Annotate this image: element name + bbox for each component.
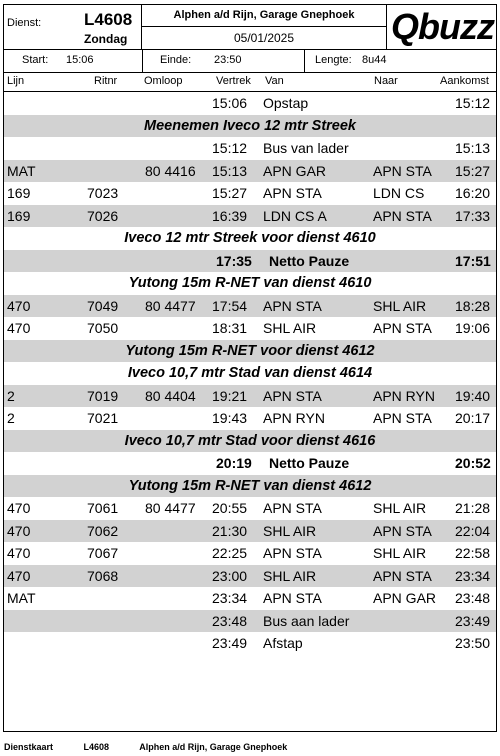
trip-row bbox=[4, 182, 496, 205]
col-vertrek: Vertrek bbox=[216, 75, 251, 87]
schedule-rows bbox=[4, 92, 496, 655]
row-omloop: 80 4477 bbox=[145, 297, 196, 314]
row-naar: SHL AIR bbox=[373, 500, 427, 516]
row-omloop: 80 4404 bbox=[145, 387, 196, 404]
footer-location: Alphen a/d Rijn, Garage Gnephoek bbox=[139, 742, 288, 752]
row-lijn: 470 bbox=[7, 500, 31, 516]
trip-row bbox=[4, 610, 496, 633]
row-van: LDN CS A bbox=[263, 207, 327, 224]
row-van: APN RYN bbox=[263, 410, 325, 426]
row-aankomst: 23:48 bbox=[455, 590, 491, 606]
trip-row bbox=[4, 520, 496, 543]
row-van: Bus aan lader bbox=[263, 612, 350, 629]
row-vertrek: 23:48 bbox=[212, 612, 248, 629]
row-van: SHL AIR bbox=[263, 567, 317, 584]
row-van: APN STA bbox=[263, 185, 322, 201]
section-title: Iveco 12 mtr Streek voor dienst 4610 bbox=[124, 230, 376, 246]
row-vertrek: 16:39 bbox=[212, 207, 248, 224]
dienst-label: Dienst: bbox=[7, 17, 42, 29]
row-naar: SHL AIR bbox=[373, 545, 427, 561]
trip-row bbox=[4, 497, 496, 520]
col-aankomst: Aankomst bbox=[440, 75, 489, 87]
row-lijn: MAT bbox=[7, 162, 36, 179]
col-lijn: Lijn bbox=[7, 75, 25, 87]
row-ritnr: 7067 bbox=[87, 545, 119, 561]
row-aankomst: 18:28 bbox=[455, 297, 491, 314]
row-naar: SHL AIR bbox=[373, 297, 427, 314]
row-lijn: 169 bbox=[7, 207, 31, 224]
section-row bbox=[4, 475, 496, 498]
row-ritnr: 7049 bbox=[87, 297, 119, 314]
pause-end: 17:51 bbox=[455, 252, 491, 269]
length-label: Lengte: bbox=[315, 54, 352, 66]
dienst-cell bbox=[4, 5, 142, 49]
pause-start: 20:19 bbox=[216, 455, 252, 471]
row-lijn: 470 bbox=[7, 545, 31, 561]
section-title: Iveco 10,7 mtr Stad van dienst 4614 bbox=[127, 365, 373, 381]
row-vertrek: 15:12 bbox=[212, 140, 248, 156]
col-naar: Naar bbox=[374, 75, 398, 87]
row-aankomst: 20:17 bbox=[455, 410, 491, 426]
section-row bbox=[4, 340, 496, 363]
row-aankomst: 23:49 bbox=[455, 612, 491, 629]
row-lijn: 169 bbox=[7, 185, 31, 201]
row-vertrek: 15:13 bbox=[212, 162, 248, 179]
end-label: Einde: bbox=[160, 54, 192, 66]
row-van: APN STA bbox=[263, 590, 322, 606]
row-van: APN STA bbox=[263, 297, 322, 314]
row-vertrek: 23:34 bbox=[212, 590, 248, 606]
section-title: Yutong 15m R-NET van dienst 4612 bbox=[128, 477, 372, 494]
row-ritnr: 7062 bbox=[87, 522, 119, 539]
section-row bbox=[4, 272, 496, 295]
row-aankomst: 21:28 bbox=[455, 500, 491, 516]
row-van: APN STA bbox=[263, 545, 322, 561]
row-vertrek: 15:27 bbox=[212, 185, 248, 201]
row-aankomst: 17:33 bbox=[455, 207, 491, 224]
row-ritnr: 7021 bbox=[87, 410, 119, 426]
header-top bbox=[4, 5, 496, 50]
length-value: 8u44 bbox=[362, 54, 387, 66]
row-van: SHL AIR bbox=[263, 522, 317, 539]
section-title: Meenemen Iveco 12 mtr Streek bbox=[144, 117, 356, 134]
row-naar: APN STA bbox=[373, 567, 432, 584]
col-omloop: Omloop bbox=[144, 75, 183, 87]
location-cell bbox=[142, 5, 387, 49]
row-naar: APN STA bbox=[373, 410, 432, 426]
row-lijn: 2 bbox=[7, 387, 15, 404]
row-van: SHL AIR bbox=[263, 320, 317, 336]
row-aankomst: 19:40 bbox=[455, 387, 491, 404]
trip-row bbox=[4, 137, 496, 160]
row-van: Bus van lader bbox=[263, 140, 349, 156]
row-lijn: 470 bbox=[7, 567, 31, 584]
qbuzz-logo: Qbuzz bbox=[391, 6, 494, 47]
section-title: Yutong 15m R-NET voor dienst 4612 bbox=[125, 342, 375, 359]
row-lijn: 470 bbox=[7, 522, 31, 539]
start-time: 15:06 bbox=[66, 54, 94, 66]
row-aankomst: 16:20 bbox=[455, 185, 491, 201]
pause-label: Netto Pauze bbox=[269, 455, 350, 471]
trip-row bbox=[4, 92, 496, 115]
row-ritnr: 7026 bbox=[87, 207, 119, 224]
row-vertrek: 23:00 bbox=[212, 567, 248, 584]
row-naar: APN STA bbox=[373, 207, 432, 224]
row-vertrek: 18:31 bbox=[212, 320, 248, 336]
row-naar: LDN CS bbox=[373, 185, 425, 201]
pause-row bbox=[4, 250, 496, 273]
section-title: Iveco 10,7 mtr Stad voor dienst 4616 bbox=[124, 432, 376, 449]
row-aankomst: 15:13 bbox=[455, 140, 491, 156]
row-omloop: 80 4416 bbox=[145, 162, 196, 179]
header-times bbox=[4, 50, 496, 73]
section-title: Yutong 15m R-NET van dienst 4610 bbox=[128, 275, 372, 291]
footer-code: L4608 bbox=[83, 742, 110, 752]
pause-end: 20:52 bbox=[455, 455, 491, 471]
trip-row bbox=[4, 317, 496, 340]
column-headers bbox=[4, 73, 496, 92]
pause-start: 17:35 bbox=[216, 252, 252, 269]
end-time: 23:50 bbox=[214, 54, 242, 66]
row-ritnr: 7019 bbox=[87, 387, 119, 404]
trip-row bbox=[4, 632, 496, 655]
row-aankomst: 15:27 bbox=[455, 162, 491, 179]
footer-doc-type: Dienstkaart bbox=[4, 742, 54, 752]
row-vertrek: 21:30 bbox=[212, 522, 248, 539]
row-ritnr: 7061 bbox=[87, 500, 119, 516]
row-vertrek: 15:06 bbox=[212, 95, 248, 111]
row-aankomst: 23:50 bbox=[455, 635, 491, 651]
row-lijn: MAT bbox=[7, 590, 36, 606]
footer bbox=[4, 742, 315, 752]
section-row bbox=[4, 362, 496, 385]
row-naar: APN RYN bbox=[373, 387, 435, 404]
trip-row bbox=[4, 565, 496, 588]
row-vertrek: 23:49 bbox=[212, 635, 248, 651]
start-label: Start: bbox=[22, 54, 49, 66]
trip-row bbox=[4, 160, 496, 183]
location-name: Alphen a/d Rijn, Garage Gnephoek bbox=[142, 5, 386, 27]
row-aankomst: 15:12 bbox=[455, 95, 491, 111]
duty-card bbox=[3, 4, 497, 732]
trip-row bbox=[4, 542, 496, 565]
row-aankomst: 22:04 bbox=[455, 522, 491, 539]
trip-row bbox=[4, 205, 496, 228]
row-aankomst: 22:58 bbox=[455, 545, 491, 561]
row-naar: APN STA bbox=[373, 162, 432, 179]
row-van: APN STA bbox=[263, 387, 322, 404]
row-vertrek: 22:25 bbox=[212, 545, 248, 561]
row-omloop: 80 4477 bbox=[145, 500, 196, 516]
section-row bbox=[4, 115, 496, 138]
trip-row bbox=[4, 295, 496, 318]
section-row bbox=[4, 227, 496, 250]
col-van: Van bbox=[265, 75, 284, 87]
row-vertrek: 20:55 bbox=[212, 500, 248, 516]
row-aankomst: 19:06 bbox=[455, 320, 491, 336]
pause-row bbox=[4, 452, 496, 475]
row-van: Opstap bbox=[263, 95, 309, 111]
row-lijn: 470 bbox=[7, 320, 31, 336]
day-label: Zondag bbox=[84, 32, 128, 46]
row-vertrek: 19:43 bbox=[212, 410, 248, 426]
trip-row bbox=[4, 385, 496, 408]
row-naar: APN GAR bbox=[373, 590, 437, 606]
row-vertrek: 17:54 bbox=[212, 297, 248, 314]
row-ritnr: 7068 bbox=[87, 567, 119, 584]
row-lijn: 470 bbox=[7, 297, 31, 314]
pause-label: Netto Pauze bbox=[269, 252, 350, 269]
row-ritnr: 7050 bbox=[87, 320, 119, 336]
row-lijn: 2 bbox=[7, 410, 15, 426]
duty-date: 05/01/2025 bbox=[233, 31, 295, 45]
row-aankomst: 23:34 bbox=[455, 567, 491, 584]
trip-row bbox=[4, 407, 496, 430]
dienst-code: L4608 bbox=[84, 10, 133, 29]
row-naar: APN STA bbox=[373, 320, 432, 336]
col-ritnr: Ritnr bbox=[94, 75, 118, 87]
row-naar: APN STA bbox=[373, 522, 432, 539]
row-ritnr: 7023 bbox=[87, 185, 119, 201]
row-van: APN GAR bbox=[263, 162, 327, 179]
row-van: APN STA bbox=[263, 500, 322, 516]
row-vertrek: 19:21 bbox=[212, 387, 248, 404]
row-van: Afstap bbox=[263, 635, 303, 651]
trip-row bbox=[4, 587, 496, 610]
section-row bbox=[4, 430, 496, 453]
